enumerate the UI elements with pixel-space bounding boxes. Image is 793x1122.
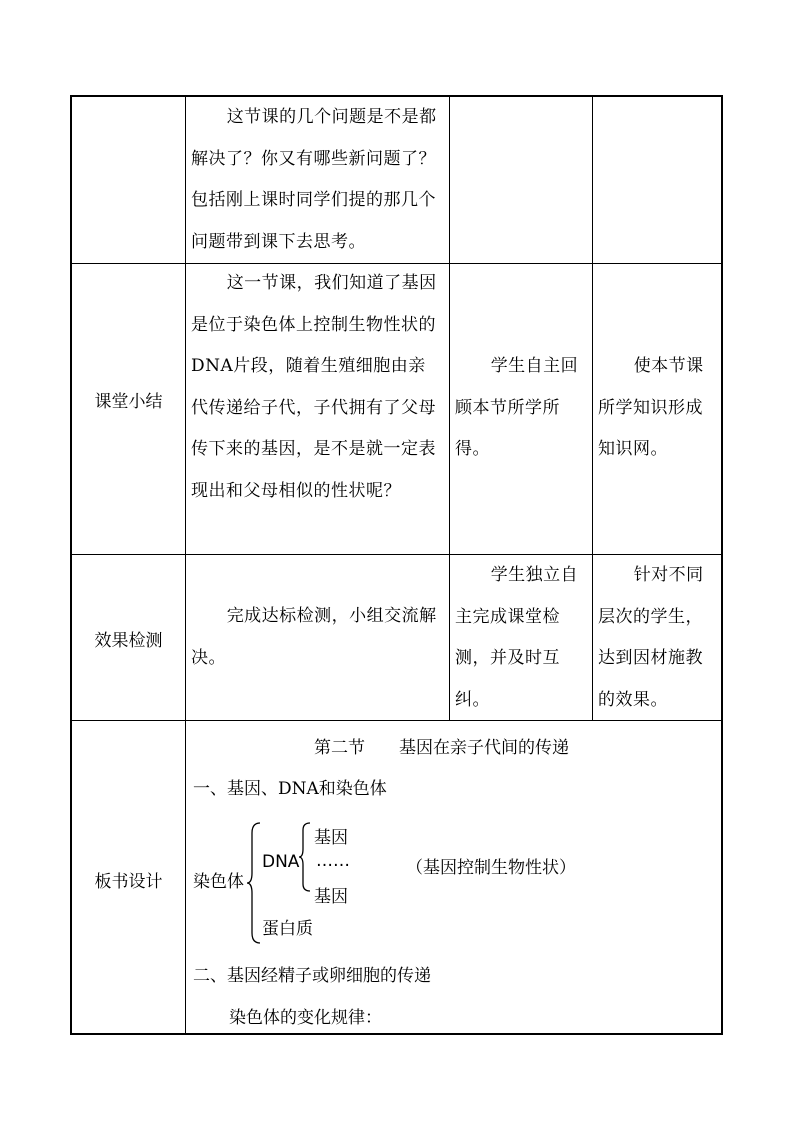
row1-content: [191, 97, 443, 263]
board-design-label: 板书设计: [94, 872, 163, 892]
summary-content: [191, 263, 443, 512]
lesson-plan-table: [70, 95, 723, 1035]
row1-content-text: 这节课的几个问题是不是都解决了？你又有哪些新问题了？包括刚上课时同学们提的那几个问题带到课下去思考。: [191, 107, 437, 252]
diagram-ellipsis: ……: [316, 851, 350, 871]
assessment-design-intent: [598, 555, 720, 721]
assessment-student-text: 学生独立自主完成课堂检测，并及时互纠。: [455, 565, 579, 710]
small-brace-icon: [298, 821, 312, 893]
summary-content-text: 这一节课，我们知道了基因是位于染色体上控制生物性状的DNA片段，随着生殖细胞由亲代传递给子代，子代拥有了父母传下来的基因，是不是就一定表现出和父母相似的性状呢？: [191, 273, 437, 501]
diagram-gene-top: 基因: [314, 828, 348, 848]
column-divider: [449, 97, 450, 720]
assessment-label: 效果检测: [94, 631, 163, 651]
board-title: 第二节 基因在亲子代间的传递: [314, 738, 569, 758]
board-heading-1: 一、基因、DNA和染色体: [193, 779, 387, 799]
column-divider: [185, 97, 186, 1033]
assessment-student-activity: [455, 555, 585, 721]
assessment-content: [191, 596, 443, 679]
diagram-chromosome: 染色体: [193, 872, 244, 892]
summary-student-activity: [455, 346, 585, 471]
diagram-gene-bottom: 基因: [314, 887, 348, 907]
diagram-note: （基因控制生物性状）: [406, 858, 576, 878]
column-divider: [592, 97, 593, 720]
board-heading-2: 二、基因经精子或卵细胞的传递: [193, 966, 431, 986]
summary-student-text: 学生自主回顾本节所学所得。: [455, 356, 579, 459]
diagram-protein: 蛋白质: [262, 919, 313, 939]
board-line: 染色体的变化规律：: [229, 1008, 382, 1028]
assessment-intent-text: 针对不同层次的学生，达到因材施教的效果。: [598, 565, 704, 710]
summary-label: 课堂小结: [94, 392, 163, 412]
assessment-content-text: 完成达标检测，小组交流解决。: [191, 606, 437, 668]
diagram-dna: DNA: [262, 852, 300, 872]
large-brace-icon: [246, 821, 262, 945]
summary-design-intent: [598, 346, 720, 471]
summary-intent-text: 使本节课所学知识形成知识网。: [598, 356, 704, 459]
